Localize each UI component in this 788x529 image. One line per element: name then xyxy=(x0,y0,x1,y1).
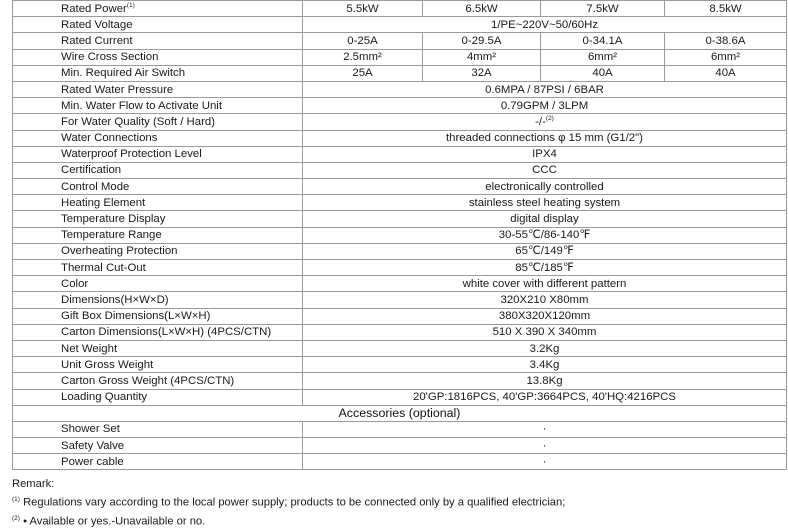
availability-dot: · xyxy=(303,454,787,470)
row-value: 3.4Kg xyxy=(303,357,787,373)
rated-power-value: 7.5kW xyxy=(541,1,665,17)
row-value: threaded connections φ 15 mm (G1/2") xyxy=(303,130,787,146)
row-label: Safety Valve xyxy=(13,438,303,454)
row-value: 3.2Kg xyxy=(303,340,787,356)
row-value: IPX4 xyxy=(303,146,787,162)
row-value: -/-$^{(2)}$ xyxy=(303,114,787,130)
row-label: Net Weight xyxy=(13,340,303,356)
table-row xyxy=(13,357,787,373)
row-value: 13.8Kg xyxy=(303,373,787,389)
row-label: Wire Cross Section xyxy=(13,49,303,65)
row-label: Water Connections xyxy=(13,130,303,146)
footnote-mark: (1) xyxy=(126,1,135,9)
table-row xyxy=(13,130,787,146)
rated-power-value: 8.5kW xyxy=(665,1,787,17)
row-label: Shower Set xyxy=(13,421,303,437)
table-row xyxy=(13,227,787,243)
row-value: CCC xyxy=(303,162,787,178)
footnote-mark: (1) xyxy=(12,496,20,503)
availability-dot: · xyxy=(303,421,787,437)
footnote-mark: (2) xyxy=(12,514,20,522)
wire-section-value: 6mm² xyxy=(541,49,665,65)
accessories-header-row xyxy=(13,405,787,421)
air-switch-value: 40A xyxy=(665,65,787,81)
rated-current-value: 0-38.6A xyxy=(665,33,787,49)
row-value: white cover with different pattern xyxy=(303,276,787,292)
row-label: Carton Gross Weight (4PCS/CTN) xyxy=(13,373,303,389)
spec-table xyxy=(12,0,787,470)
row-label: Rated Power$^{(1)}$ xyxy=(13,1,303,17)
row-value: 1/PE~220V~50/60Hz xyxy=(303,17,787,33)
table-row xyxy=(13,308,787,324)
air-switch-value: 25A xyxy=(303,65,423,81)
wire-section-value: 2.5mm² xyxy=(303,49,423,65)
table-row-air-switch xyxy=(13,65,787,81)
table-row-rated-current xyxy=(13,33,787,49)
table-row xyxy=(13,195,787,211)
row-value: 510 X 390 X 340mm xyxy=(303,324,787,340)
row-label: Rated Voltage xyxy=(13,17,303,33)
row-value: 0.79GPM / 3LPM xyxy=(303,98,787,114)
row-label: Temperature Range xyxy=(13,227,303,243)
table-row xyxy=(13,243,787,259)
row-label: For Water Quality (Soft / Hard) xyxy=(13,114,303,130)
rated-current-value: 0-29.5A xyxy=(423,33,541,49)
table-row-accessory xyxy=(13,421,787,437)
table-row xyxy=(13,260,787,276)
row-value: 65℃/149℉ xyxy=(303,243,787,259)
footnote-mark: (2) xyxy=(545,115,554,123)
table-row-accessory xyxy=(13,438,787,454)
row-label: Thermal Cut-Out xyxy=(13,260,303,276)
table-row xyxy=(13,162,787,178)
row-value: 30-55℃/86-140℉ xyxy=(303,227,787,243)
table-row-accessory xyxy=(13,454,787,470)
air-switch-value: 32A xyxy=(423,65,541,81)
accessories-title: Accessories (optional) xyxy=(13,405,787,421)
row-value: 320X210 X80mm xyxy=(303,292,787,308)
table-row xyxy=(13,179,787,195)
row-label: Heating Element xyxy=(13,195,303,211)
table-row xyxy=(13,324,787,340)
air-switch-value: 40A xyxy=(541,65,665,81)
row-label: Waterproof Protection Level xyxy=(13,146,303,162)
row-label: Min. Water Flow to Activate Unit xyxy=(13,98,303,114)
table-row xyxy=(13,146,787,162)
table-row xyxy=(13,81,787,97)
row-label: Carton Dimensions(L×W×H) (4PCS/CTN) xyxy=(13,324,303,340)
table-row xyxy=(13,389,787,405)
table-row xyxy=(13,211,787,227)
row-label: Temperature Display xyxy=(13,211,303,227)
table-row-rated-power xyxy=(13,1,787,17)
rated-current-value: 0-25A xyxy=(303,33,423,49)
remark-note-2: $^{(2)}$ • Available or yes.-Unavailable or no. xyxy=(12,514,206,528)
row-value: 85℃/185℉ xyxy=(303,260,787,276)
row-label: Loading Quantity xyxy=(13,389,303,405)
remarks-title: Remark: xyxy=(12,478,55,490)
wire-section-value: 6mm² xyxy=(665,49,787,65)
table-row-wire-cross-section xyxy=(13,49,787,65)
remark-note-1: $^{(1)}$ Regulations vary according to the local power supply; products to be connected only by a qualified electrician; xyxy=(12,496,566,509)
availability-dot: · xyxy=(303,438,787,454)
table-row xyxy=(13,114,787,130)
row-value: 380X320X120mm xyxy=(303,308,787,324)
row-label: Power cable xyxy=(13,454,303,470)
rated-current-value: 0-34.1A xyxy=(541,33,665,49)
row-label: Min. Required Air Switch xyxy=(13,65,303,81)
row-value: electronically controlled xyxy=(303,179,787,195)
row-label: Overheating Protection xyxy=(13,243,303,259)
row-value: digital display xyxy=(303,211,787,227)
row-label: Color xyxy=(13,276,303,292)
remarks-section xyxy=(12,476,565,529)
row-label: Control Mode xyxy=(13,179,303,195)
row-value: 20'GP:1816PCS, 40'GP:3664PCS, 40'HQ:4216PCS xyxy=(303,389,787,405)
row-label: Dimensions(H×W×D) xyxy=(13,292,303,308)
row-value: 0.6MPA / 87PSI / 6BAR xyxy=(303,81,787,97)
row-label: Rated Water Pressure xyxy=(13,81,303,97)
table-row xyxy=(13,340,787,356)
row-label: Unit Gross Weight xyxy=(13,357,303,373)
row-value: stainless steel heating system xyxy=(303,195,787,211)
table-row xyxy=(13,292,787,308)
rated-power-value: 5.5kW xyxy=(303,1,423,17)
table-row xyxy=(13,276,787,292)
row-label: Gift Box Dimensions(L×W×H) xyxy=(13,308,303,324)
row-label: Rated Current xyxy=(13,33,303,49)
row-label: Certification xyxy=(13,162,303,178)
table-row xyxy=(13,373,787,389)
table-row-rated-voltage xyxy=(13,17,787,33)
table-row xyxy=(13,98,787,114)
rated-power-value: 6.5kW xyxy=(423,1,541,17)
wire-section-value: 4mm² xyxy=(423,49,541,65)
